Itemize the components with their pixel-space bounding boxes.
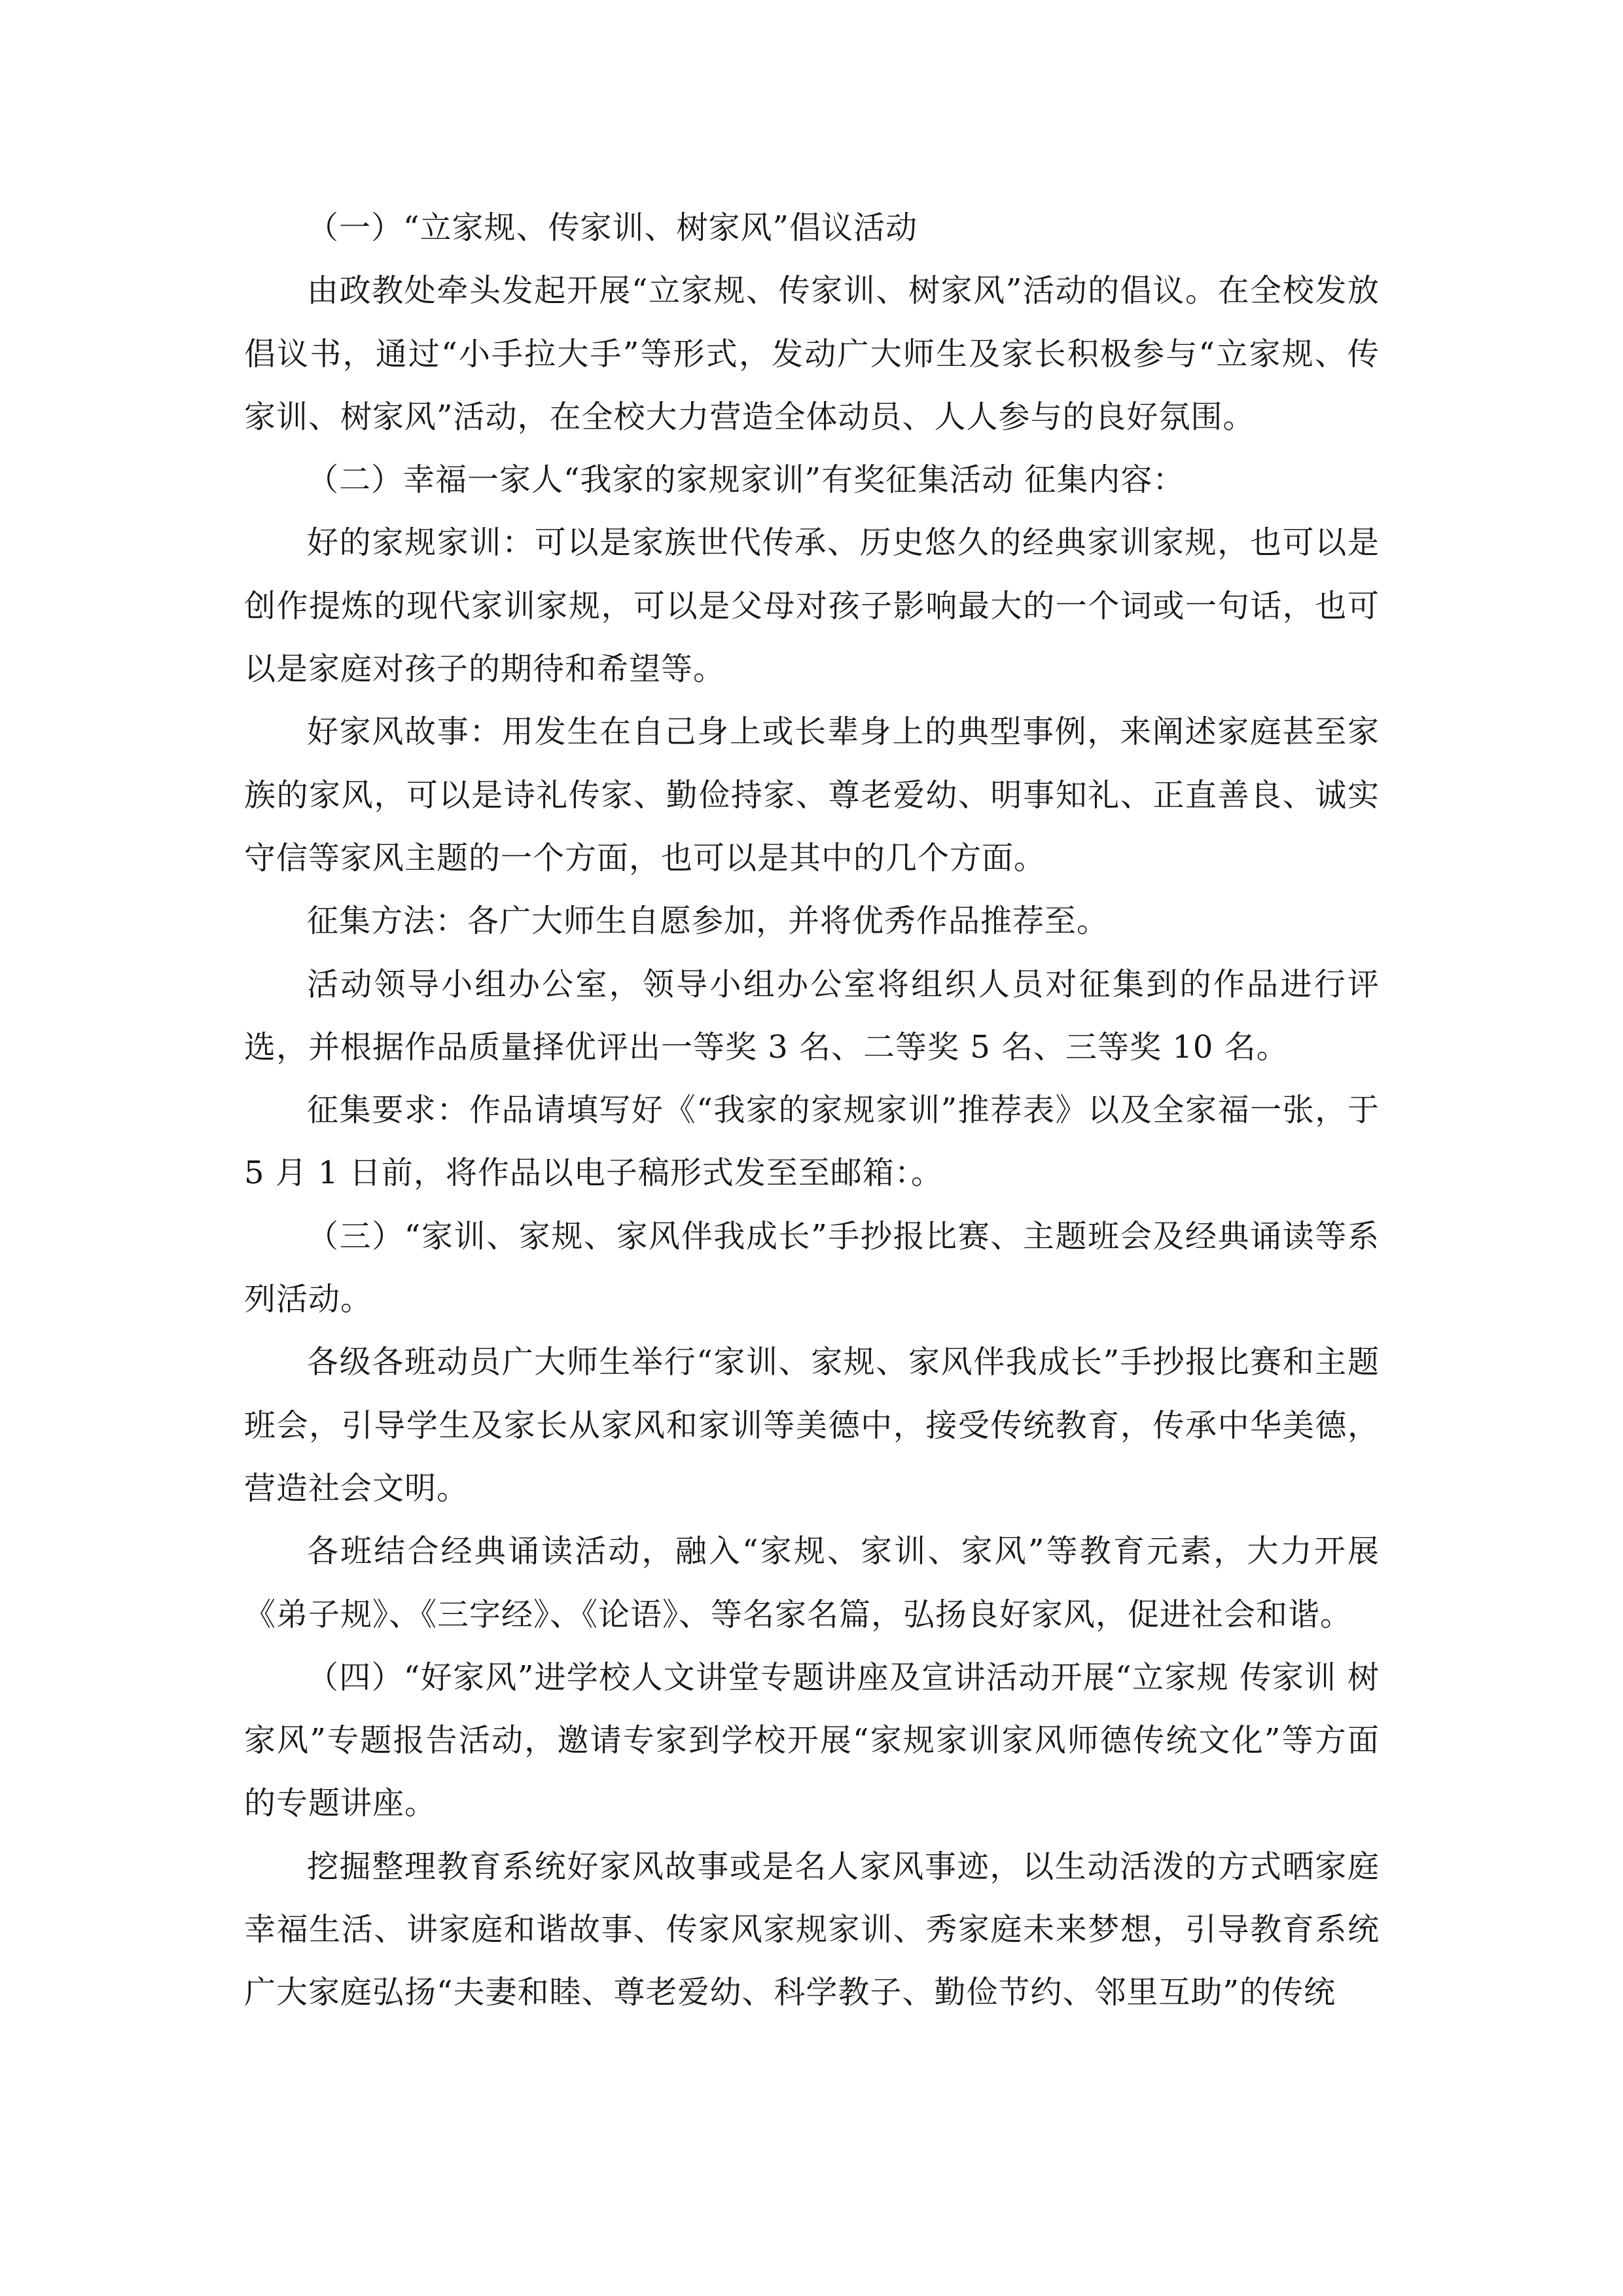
- paragraph: 各级各班动员广大师生举行“家训、家规、家风伴我成长”手抄报比赛和主题班会，引导学生及家长从家风和家训等美德中，接受传统教育，传承中华美德，营造社会文明。: [244, 1344, 1380, 1507]
- paragraph: 好的家规家训：可以是家族世代传承、历史悠久的经典家训家规，也可以是创作提炼的现代家训家规，可以是父母对孩子影响最大的一个词或一句话，也可以是家庭对孩子的期待和希望等。: [244, 524, 1380, 688]
- paragraph: 征集方法：各广大师生自愿参加，并将优秀作品推荐至。: [307, 903, 1109, 940]
- paragraph: 好家风故事：用发生在自己身上或长辈身上的典型事例，来阐述家庭甚至家族的家风，可以是诗礼传家、勤俭持家、尊老爱幼、明事知礼、正直善良、诚实守信等家风主题的一个方面，也可以是其中的几个方面。: [244, 713, 1380, 876]
- paragraph: 各班结合经典诵读活动，融入“家规、家训、家风”等教育元素，大力开展《弟子规》、《三字经》、《论语》、等名家名篇，弘扬良好家风，促进社会和谐。: [244, 1533, 1380, 1633]
- document-body: [244, 196, 1380, 2024]
- section-heading-3: （三）“家训、家规、家风伴我成长”手抄报比赛、主题班会及经典诵读等系列活动。: [244, 1217, 1380, 1318]
- paragraph: 挖掘整理教育系统好家风故事或是名人家风事迹，以生动活泼的方式晒家庭幸福生活、讲家庭和谐故事、传家风家规家训、秀家庭未来梦想，引导教育系统广大家庭弘扬“夫妻和睦、尊老爱幼、科学教子、勤俭节约、邻里互助”的传统: [244, 1848, 1380, 2011]
- paragraph: 征集要求：作品请填写好《“我家的家规家训”推荐表》以及全家福一张，于 5 月 1 日前，将作品以电子稿形式发至至邮箱：。: [244, 1092, 1380, 1192]
- section-heading-1: （一）“立家规、传家训、树家风”倡议活动: [307, 209, 918, 246]
- paragraph: 由政教处牵头发起开展“立家规、传家训、树家风”活动的倡议。在全校发放倡议书，通过“小手拉大手”等形式，发动广大师生及家长积极参与“立家规、传家训、树家风”活动，在全校大力营造全体动员、人人参与的良好氛围。: [244, 272, 1380, 435]
- paragraph: 活动领导小组办公室，领导小组办公室将组织人员对征集到的作品进行评选，并根据作品质量择优评出一等奖 3 名、二等奖 5 名、三等奖 10 名。: [244, 965, 1380, 1066]
- section-heading-2: （二）幸福一家人“我家的家规家训”有奖征集活动 征集内容：: [307, 461, 1185, 499]
- section-heading-4: （四）“好家风”进学校人文讲堂专题讲座及宣讲活动开展“立家规 传家训 树家风”专题报告活动，邀请专家到学校开展“家规家训家风师德传统文化”等方面的专题讲座。: [244, 1659, 1380, 1822]
